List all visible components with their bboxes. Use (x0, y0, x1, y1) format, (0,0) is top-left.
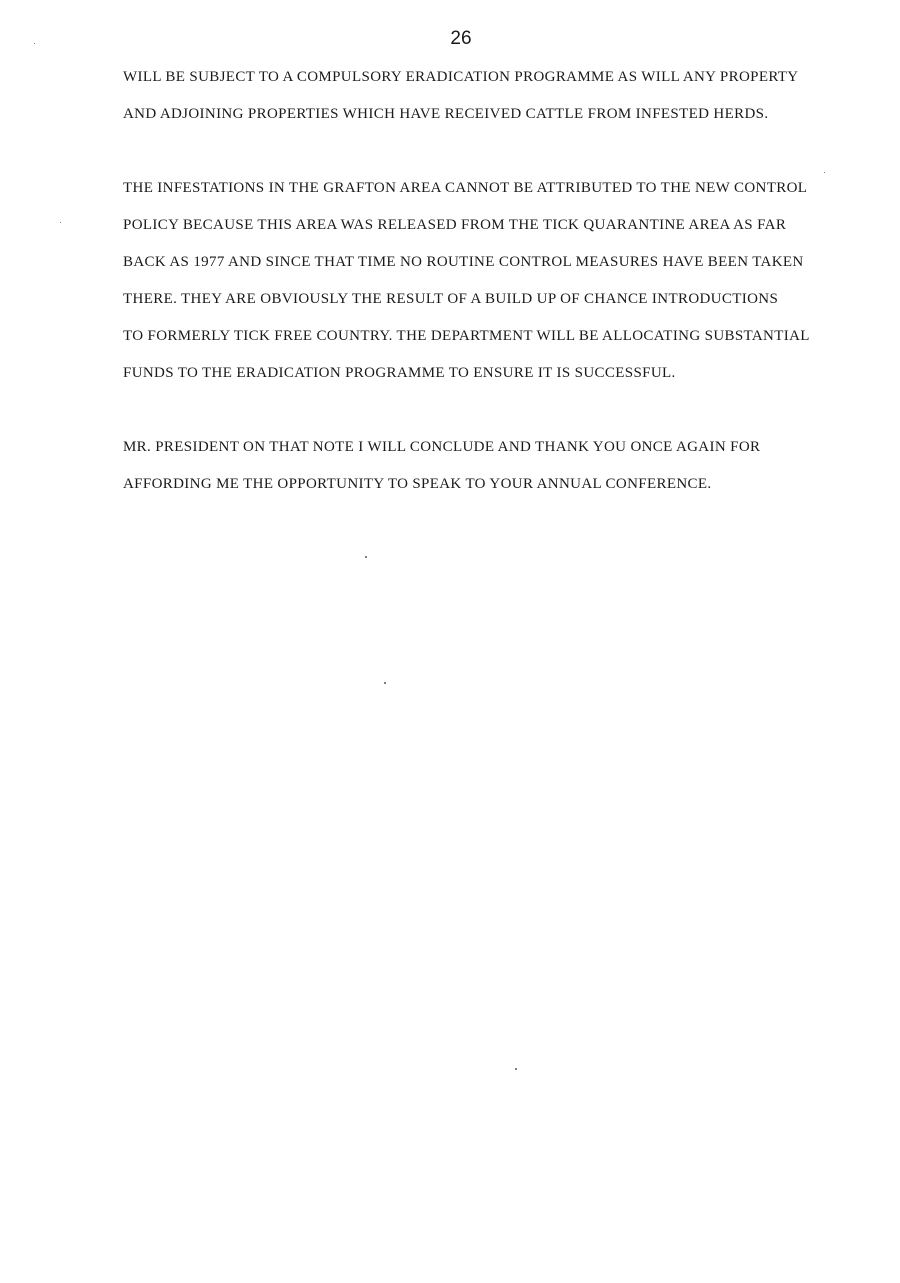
text-line: THERE. THEY ARE OBVIOUSLY THE RESULT OF A BUILD UP OF CHANCE INTRODUCTIONS (123, 291, 779, 307)
scan-speck (824, 172, 825, 173)
scan-speck (34, 43, 35, 44)
text-line: AND ADJOINING PROPERTIES WHICH HAVE RECEIVED CATTLE FROM INFESTED HERDS. (123, 106, 769, 122)
text-line: BACK AS 1977 AND SINCE THAT TIME NO ROUTINE CONTROL MEASURES HAVE BEEN TAKEN (123, 254, 804, 270)
text-line: MR. PRESIDENT ON THAT NOTE I WILL CONCLUDE AND THANK YOU ONCE AGAIN FOR (123, 439, 761, 455)
paragraph-conclusion (123, 429, 760, 503)
text-line: TO FORMERLY TICK FREE COUNTRY. THE DEPARTMENT WILL BE ALLOCATING SUBSTANTIAL (123, 328, 810, 344)
paragraph-eradication-programme (123, 59, 799, 133)
text-line: AFFORDING ME THE OPPORTUNITY TO SPEAK TO YOUR ANNUAL CONFERENCE. (123, 476, 712, 492)
text-line: FUNDS TO THE ERADICATION PROGRAMME TO ENSURE IT IS SUCCESSFUL. (123, 365, 676, 381)
scan-speck (515, 1068, 517, 1070)
scan-speck (384, 682, 386, 684)
scan-speck (365, 556, 367, 558)
text-line: WILL BE SUBJECT TO A COMPULSORY ERADICATION PROGRAMME AS WILL ANY PROPERTY (123, 69, 799, 85)
text-line: THE INFESTATIONS IN THE GRAFTON AREA CANNOT BE ATTRIBUTED TO THE NEW CONTROL (123, 180, 808, 196)
scan-speck (60, 222, 61, 223)
text-line: POLICY BECAUSE THIS AREA WAS RELEASED FROM THE TICK QUARANTINE AREA AS FAR (123, 217, 787, 233)
page-number: 26 (450, 28, 472, 49)
paragraph-grafton-infestations (123, 170, 810, 392)
